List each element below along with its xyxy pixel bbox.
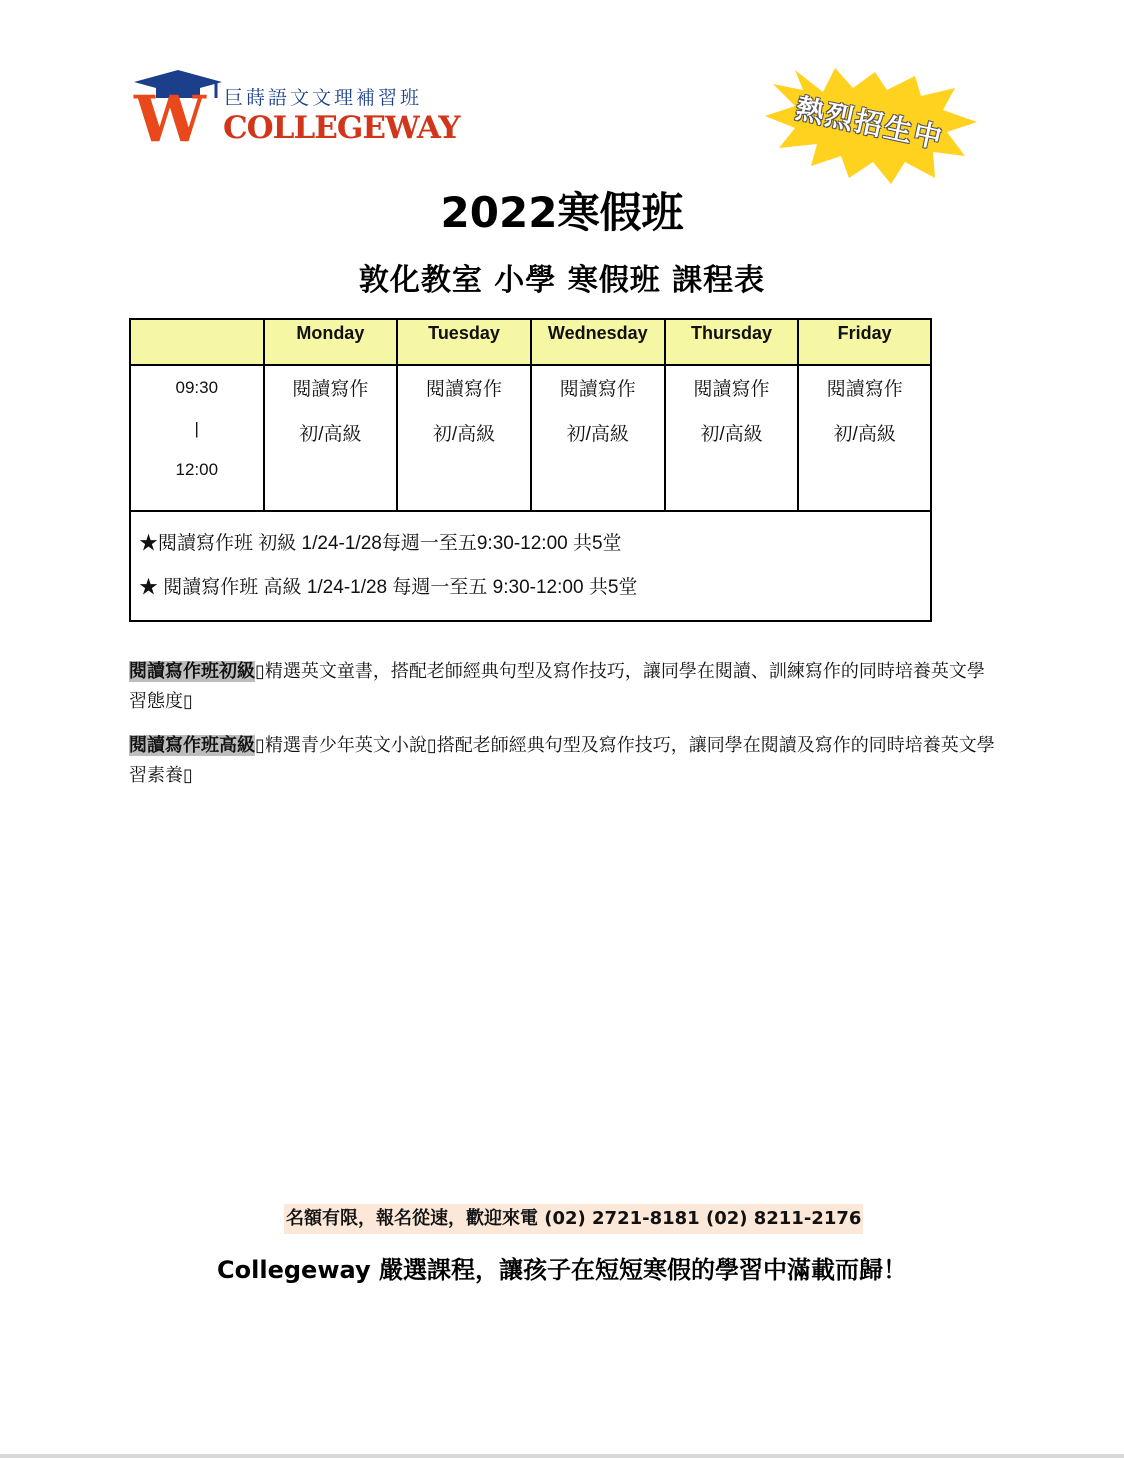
description-label: 閱讀寫作班高級 <box>129 735 255 756</box>
course-name: 閱讀寫作 <box>693 379 770 400</box>
note-basic: ★閱讀寫作班 初級 1/24-1/28每週一至五9:30-12:00 共5堂 <box>139 533 622 554</box>
logo-chinese-name: 巨蒔語文文理補習班 <box>224 87 423 109</box>
course-name: 閱讀寫作 <box>426 379 503 400</box>
table-header-row <box>130 319 931 365</box>
time-end: 12:00 <box>175 460 219 479</box>
course-name: 閱讀寫作 <box>559 379 636 400</box>
course-name: 閱讀寫作 <box>826 379 903 400</box>
course-level: 初/高級 <box>833 424 896 445</box>
table-row <box>130 365 931 511</box>
header-tuesday: Tuesday <box>397 319 531 365</box>
description-text: ▯精選青少年英文小說▯搭配老師經典句型及寫作技巧，讓同學在閱讀及寫作的同時培養英文學習素養▯ <box>129 735 995 786</box>
page-subtitle: 敦化教室 小學 寒假班 課程表 <box>358 263 766 298</box>
contact-info: 名額有限，報名從速，歡迎來電 (02) 2721-8181 (02) 8211-2176 <box>284 1204 863 1234</box>
logo-mark: W <box>134 82 202 157</box>
page-title: 2022寒假班 <box>440 188 684 237</box>
description-basic <box>129 657 999 717</box>
enrollment-badge <box>765 66 977 184</box>
slogan: Collegeway 嚴選課程，讓孩子在短短寒假的學習中滿載而歸！ <box>217 1256 907 1284</box>
course-name: 閱讀寫作 <box>292 379 369 400</box>
note-advanced: ★ 閱讀寫作班 高級 1/24-1/28 每週一至五 9:30-12:00 共5堂 <box>139 577 638 598</box>
bottom-divider <box>0 1454 1124 1458</box>
course-level: 初/高級 <box>566 424 629 445</box>
course-cell-friday <box>798 365 931 511</box>
time-separator: | <box>194 419 199 438</box>
header-wednesday: Wednesday <box>531 319 665 365</box>
header-blank <box>130 319 264 365</box>
schedule-table <box>129 318 932 622</box>
time-cell <box>130 365 264 511</box>
notes-cell <box>130 511 931 621</box>
course-cell-thursday <box>665 365 799 511</box>
course-cell-monday <box>264 365 398 511</box>
course-cell-wednesday <box>531 365 665 511</box>
badge-text: 熱烈招生中 <box>792 91 947 156</box>
time-start: 09:30 <box>175 378 219 397</box>
course-cell-tuesday <box>397 365 531 511</box>
course-level: 初/高級 <box>432 424 496 445</box>
logo-english-name: COLLEGEWAY <box>223 110 460 146</box>
header-friday: Friday <box>798 319 931 365</box>
header-monday: Monday <box>264 319 398 365</box>
description-advanced <box>129 731 999 791</box>
notes-row <box>130 511 931 621</box>
course-level: 初/高級 <box>299 424 362 445</box>
collegeway-logo <box>130 68 460 158</box>
description-label: 閱讀寫作班初級 <box>129 661 255 682</box>
course-level: 初/高級 <box>700 424 763 445</box>
description-text: ▯精選英文童書，搭配老師經典句型及寫作技巧，讓同學在閱讀、訓練寫作的同時培養英文學習態度▯ <box>129 661 985 712</box>
header-thursday: Thursday <box>665 319 799 365</box>
